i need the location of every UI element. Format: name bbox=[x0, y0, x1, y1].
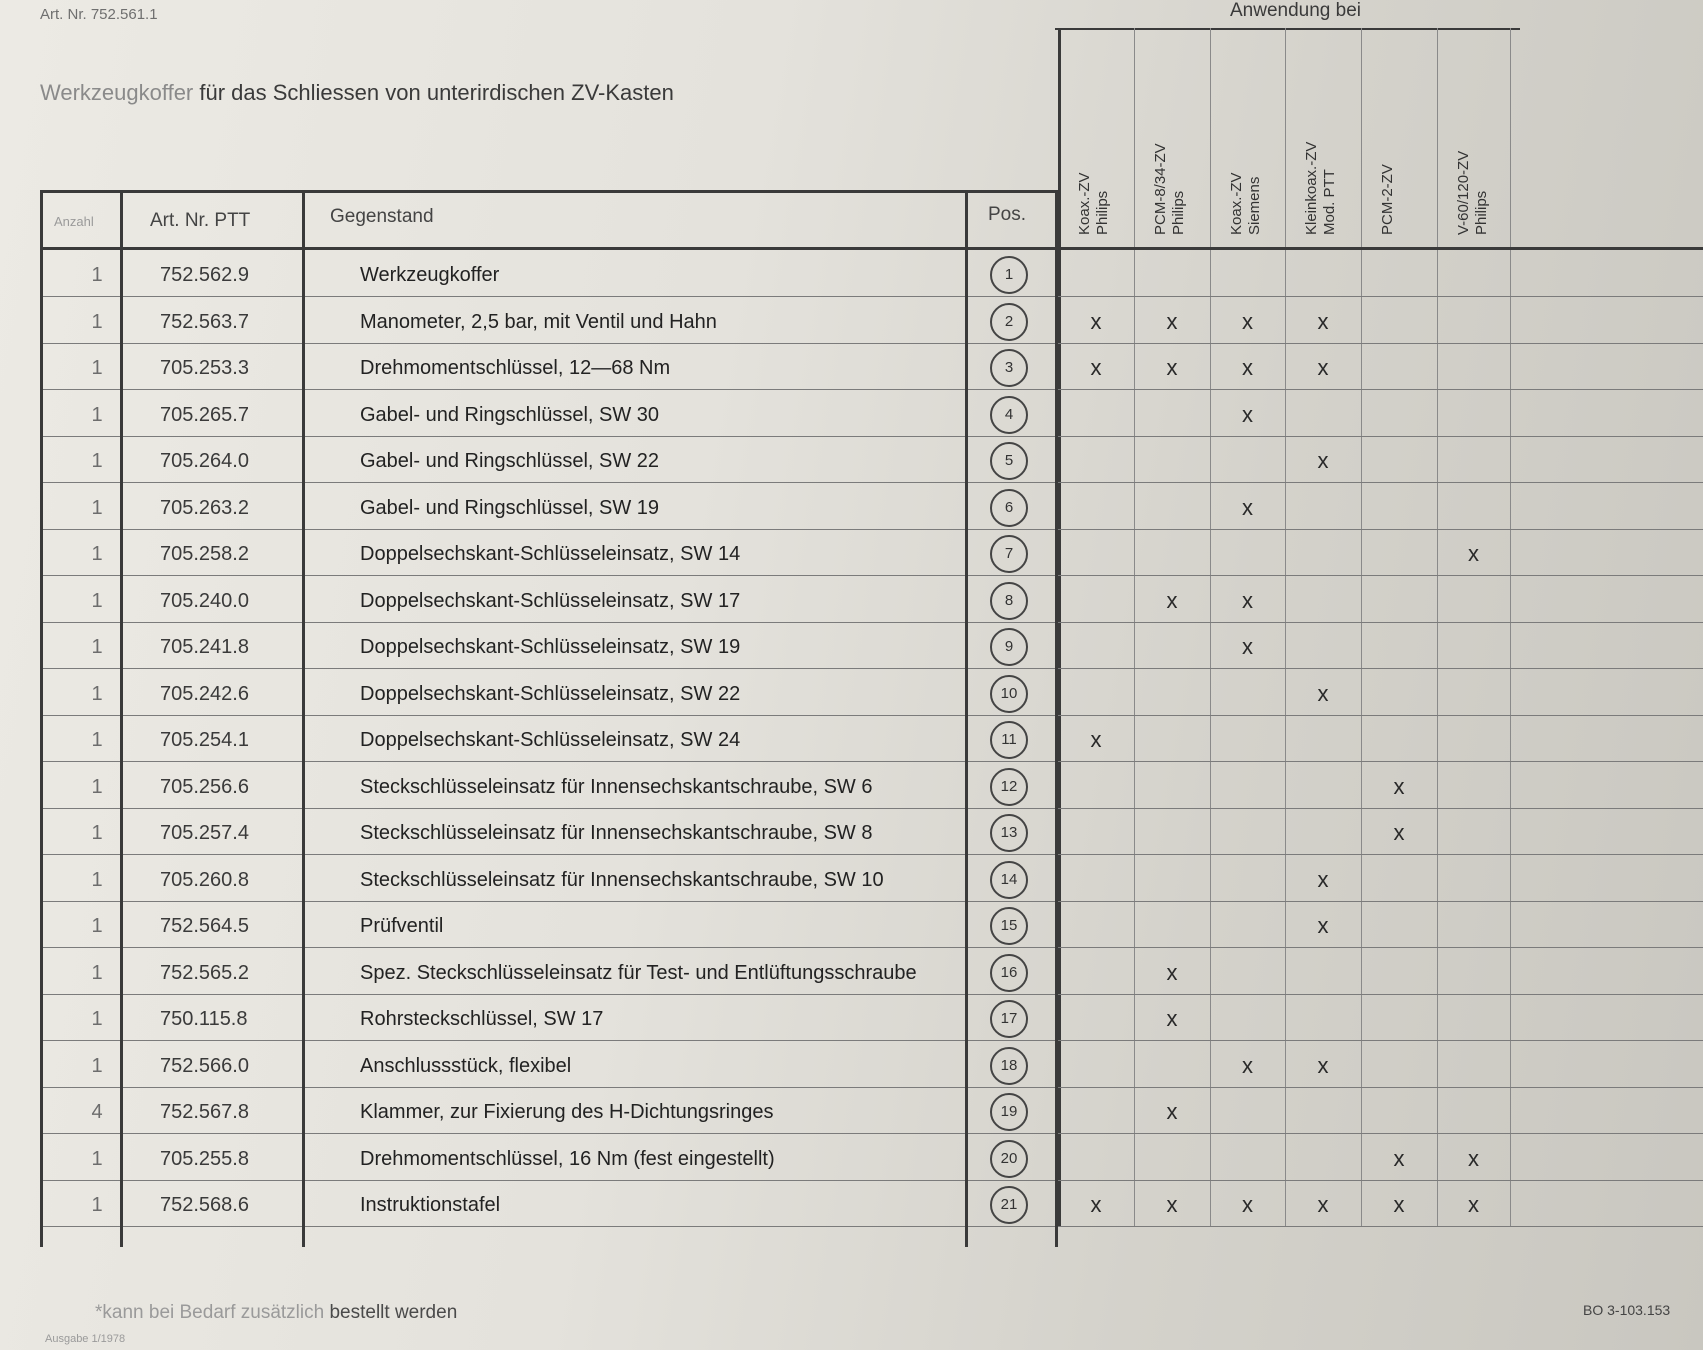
row-article-number: 705.256.6 bbox=[160, 775, 249, 798]
edition-note: Ausgabe 1/1978 bbox=[45, 1333, 126, 1345]
application-column-label bbox=[1379, 35, 1419, 235]
row-article-number: 705.254.1 bbox=[160, 729, 249, 751]
application-mark: x bbox=[1090, 355, 1102, 380]
row-article-number: 752.564.5 bbox=[160, 915, 249, 937]
row-quantity: 1 bbox=[91, 868, 103, 891]
application-mark: x bbox=[1242, 401, 1253, 427]
application-mark: x bbox=[1393, 1145, 1405, 1171]
row-position-number: 17 bbox=[990, 1000, 1028, 1038]
application-mark: x bbox=[1242, 587, 1253, 613]
application-mark: x bbox=[1166, 355, 1178, 380]
table-row bbox=[40, 576, 1703, 624]
application-mark: x bbox=[1393, 773, 1405, 799]
row-description: Werkzeugkoffer bbox=[360, 264, 500, 286]
table-row bbox=[40, 1134, 1703, 1182]
application-column-label-line2: Siemens bbox=[1246, 176, 1263, 235]
row-article-number: 750.115.8 bbox=[160, 1008, 248, 1030]
row-quantity: 1 bbox=[91, 729, 103, 751]
table-row bbox=[40, 762, 1703, 810]
application-mark: x bbox=[1468, 1192, 1479, 1217]
application-column-label-line2: Philips bbox=[1170, 190, 1187, 235]
row-article-number: 752.566.0 bbox=[160, 1054, 249, 1077]
application-mark: x bbox=[1166, 1099, 1178, 1124]
row-quantity: 1 bbox=[91, 1194, 103, 1216]
row-position-number: 8 bbox=[990, 582, 1028, 620]
row-quantity: 1 bbox=[91, 961, 103, 984]
row-description: Steckschlüsseleinsatz für Innensechskantschraube, SW 6 bbox=[360, 775, 873, 798]
row-position-number: 19 bbox=[990, 1093, 1028, 1131]
application-mark: x bbox=[1393, 820, 1405, 845]
row-quantity: 1 bbox=[91, 1147, 103, 1170]
row-position-number: 11 bbox=[990, 721, 1028, 759]
table-row bbox=[40, 855, 1703, 903]
row-position-number: 3 bbox=[990, 349, 1028, 387]
row-article-number: 705.242.6 bbox=[160, 682, 249, 705]
row-description: Doppelsechskant-Schlüsseleinsatz, SW 19 bbox=[360, 636, 741, 658]
application-column-label bbox=[1228, 35, 1268, 235]
row-position-number: 13 bbox=[990, 814, 1028, 852]
application-mark: x bbox=[1166, 587, 1178, 613]
row-quantity: 1 bbox=[91, 775, 103, 798]
column-header-pos: Pos. bbox=[988, 204, 1027, 225]
row-description: Doppelsechskant-Schlüsseleinsatz, SW 14 bbox=[360, 543, 741, 565]
table-column-rule bbox=[1055, 190, 1058, 1247]
application-column-label bbox=[1303, 35, 1343, 235]
application-mark: x bbox=[1166, 1192, 1178, 1217]
row-description: Doppelsechskant-Schlüsseleinsatz, SW 22 bbox=[360, 682, 741, 705]
table-column-rule bbox=[965, 190, 968, 1247]
table-header-rule bbox=[40, 247, 1703, 250]
row-position-number: 15 bbox=[990, 907, 1028, 945]
application-mark: x bbox=[1166, 308, 1178, 334]
row-article-number: 752.563.7 bbox=[160, 310, 249, 333]
table-column-rule bbox=[120, 190, 123, 1247]
column-header-desc: Gegenstand bbox=[330, 206, 434, 227]
application-mark: x bbox=[1317, 355, 1329, 380]
application-column-label bbox=[1455, 35, 1495, 235]
application-mark: x bbox=[1317, 680, 1329, 706]
footnote-faded: *kann bei Bedarf zusätzlich bbox=[95, 1302, 325, 1323]
row-position-number: 1 bbox=[990, 256, 1028, 294]
row-article-number: 752.562.9 bbox=[160, 264, 249, 286]
row-position-number: 4 bbox=[990, 396, 1028, 434]
application-mark: x bbox=[1090, 308, 1102, 334]
row-description: Rohrsteckschlüssel, SW 17 bbox=[360, 1008, 604, 1030]
application-mark: x bbox=[1090, 727, 1102, 752]
row-position-number: 9 bbox=[990, 628, 1028, 666]
row-quantity: 1 bbox=[91, 450, 103, 472]
row-quantity: 1 bbox=[91, 682, 103, 705]
row-description: Steckschlüsseleinsatz für Innensechskantschraube, SW 10 bbox=[360, 868, 884, 891]
row-description: Instruktionstafel bbox=[360, 1194, 501, 1216]
table-top-rule bbox=[40, 190, 1055, 193]
row-quantity: 1 bbox=[91, 636, 103, 658]
column-header-qty: Anzahl bbox=[54, 214, 94, 229]
table-row bbox=[40, 622, 1703, 670]
application-mark: x bbox=[1166, 1006, 1178, 1031]
application-mark: x bbox=[1317, 866, 1329, 892]
application-mark: x bbox=[1317, 448, 1329, 473]
application-column-label-line2: Philips bbox=[1473, 190, 1490, 235]
table-row bbox=[40, 529, 1703, 577]
application-mark: x bbox=[1317, 1192, 1329, 1217]
row-article-number: 705.265.7 bbox=[160, 403, 249, 426]
row-article-number: 705.257.4 bbox=[160, 822, 249, 844]
row-quantity: 1 bbox=[91, 822, 103, 844]
table-row bbox=[40, 1180, 1703, 1228]
row-quantity: 1 bbox=[91, 1054, 103, 1077]
row-article-number: 705.240.0 bbox=[160, 589, 249, 612]
row-quantity: 4 bbox=[91, 1101, 103, 1123]
row-article-number: 752.568.6 bbox=[160, 1194, 249, 1216]
row-article-number: 705.253.3 bbox=[160, 357, 249, 379]
row-position-number: 16 bbox=[990, 954, 1028, 992]
application-mark: x bbox=[1317, 308, 1329, 334]
table-row bbox=[40, 390, 1703, 438]
row-description: Klammer, zur Fixierung des H-Dichtungsringes bbox=[360, 1101, 774, 1123]
table-column-rule bbox=[40, 190, 43, 1247]
table-row bbox=[40, 994, 1703, 1042]
title-prefix: Werkzeugkoffer bbox=[40, 80, 194, 105]
row-article-number: 705.255.8 bbox=[160, 1147, 249, 1170]
application-mark: x bbox=[1242, 355, 1253, 380]
application-mark: x bbox=[1317, 1052, 1329, 1078]
column-header-art: Art. Nr. PTT bbox=[150, 210, 251, 231]
row-description: Gabel- und Ringschlüssel, SW 19 bbox=[360, 496, 660, 519]
row-position-number: 18 bbox=[990, 1047, 1028, 1085]
table-row bbox=[40, 669, 1703, 717]
row-position-number: 2 bbox=[990, 303, 1028, 341]
article-number: Art. Nr. 752.561.1 bbox=[40, 6, 158, 23]
row-description: Spez. Steckschlüsseleinsatz für Test- und Entlüftungsschraube bbox=[360, 961, 917, 984]
row-article-number: 752.567.8 bbox=[160, 1101, 249, 1123]
row-description: Drehmomentschlüssel, 12—68 Nm bbox=[360, 357, 671, 379]
table-row bbox=[40, 1041, 1703, 1089]
table-row bbox=[40, 715, 1703, 763]
row-article-number: 705.258.2 bbox=[160, 543, 249, 565]
row-position-number: 7 bbox=[990, 535, 1028, 573]
footnote bbox=[95, 1302, 457, 1324]
row-description: Doppelsechskant-Schlüsseleinsatz, SW 24 bbox=[360, 729, 741, 751]
row-quantity: 1 bbox=[91, 357, 103, 379]
row-article-number: 705.241.8 bbox=[160, 636, 249, 658]
title-rest: für das Schliessen von unterirdischen ZV-Kasten bbox=[193, 80, 674, 105]
row-position-number: 6 bbox=[990, 489, 1028, 527]
application-title: Anwendung bei bbox=[1230, 0, 1361, 21]
row-quantity: 1 bbox=[91, 310, 103, 333]
table-row bbox=[40, 483, 1703, 531]
row-quantity: 1 bbox=[91, 1008, 103, 1030]
row-position-number: 12 bbox=[990, 768, 1028, 806]
application-mark: x bbox=[1166, 959, 1178, 985]
footnote-text: bestellt werden bbox=[324, 1302, 458, 1323]
row-quantity: 1 bbox=[91, 264, 103, 286]
table-row bbox=[40, 1087, 1703, 1135]
row-description: Prüfventil bbox=[360, 915, 444, 937]
row-position-number: 21 bbox=[990, 1186, 1028, 1224]
row-position-number: 14 bbox=[990, 861, 1028, 899]
application-mark: x bbox=[1393, 1192, 1405, 1217]
row-position-number: 10 bbox=[990, 675, 1028, 713]
application-column-label-line1: V-60/120-ZV bbox=[1455, 150, 1472, 235]
table-row bbox=[40, 297, 1703, 345]
row-quantity: 1 bbox=[91, 403, 103, 426]
row-divider bbox=[40, 1226, 1703, 1227]
table-row bbox=[40, 343, 1703, 391]
application-mark: x bbox=[1242, 634, 1253, 659]
row-quantity: 1 bbox=[91, 915, 103, 937]
document-code: BO 3-103.153 bbox=[1583, 1302, 1671, 1318]
application-mark: x bbox=[1468, 1145, 1479, 1171]
row-quantity: 1 bbox=[91, 496, 103, 519]
row-description: Anschlussstück, flexibel bbox=[360, 1054, 572, 1077]
application-header-rule bbox=[1055, 28, 1520, 30]
table-row bbox=[40, 436, 1703, 484]
application-column-label-line2: Philips bbox=[1094, 190, 1111, 235]
row-description: Gabel- und Ringschlüssel, SW 22 bbox=[360, 450, 660, 472]
application-mark: x bbox=[1468, 541, 1479, 566]
table-row bbox=[40, 808, 1703, 856]
application-column-label-line1: Koax.-ZV bbox=[1228, 172, 1245, 235]
application-column-label-line1: Koax.-ZV bbox=[1076, 172, 1093, 235]
row-description: Manometer, 2,5 bar, mit Ventil und Hahn bbox=[360, 310, 717, 333]
row-article-number: 705.264.0 bbox=[160, 450, 249, 472]
row-description: Gabel- und Ringschlüssel, SW 30 bbox=[360, 403, 660, 426]
application-column-label bbox=[1152, 35, 1192, 235]
row-quantity: 1 bbox=[91, 589, 103, 612]
application-mark: x bbox=[1090, 1192, 1102, 1217]
row-position-number: 5 bbox=[990, 442, 1028, 480]
application-mark: x bbox=[1242, 1052, 1253, 1078]
row-position-number: 20 bbox=[990, 1140, 1028, 1178]
table-row bbox=[40, 948, 1703, 996]
application-mark: x bbox=[1317, 913, 1329, 938]
application-mark: x bbox=[1242, 308, 1253, 334]
row-description: Drehmomentschlüssel, 16 Nm (fest eingestellt) bbox=[360, 1147, 775, 1170]
application-column-label-line1: Kleinkoax.-ZV bbox=[1303, 141, 1320, 235]
application-column-label bbox=[1076, 35, 1116, 235]
table-row bbox=[40, 901, 1703, 949]
row-description: Doppelsechskant-Schlüsseleinsatz, SW 17 bbox=[360, 589, 741, 612]
row-article-number: 705.263.2 bbox=[160, 496, 249, 519]
document-title bbox=[40, 80, 674, 106]
application-column-label-line1: PCM-8/34-ZV bbox=[1152, 143, 1169, 235]
row-article-number: 705.260.8 bbox=[160, 868, 249, 891]
row-description: Steckschlüsseleinsatz für Innensechskantschraube, SW 8 bbox=[360, 822, 873, 844]
application-mark: x bbox=[1242, 494, 1253, 520]
table-column-rule bbox=[302, 190, 305, 1247]
application-column-label-line2: Mod. PTT bbox=[1321, 169, 1338, 235]
row-quantity: 1 bbox=[91, 543, 103, 565]
application-column-label-line1: PCM-2-ZV bbox=[1379, 164, 1396, 235]
row-article-number: 752.565.2 bbox=[160, 961, 249, 984]
table-row bbox=[40, 250, 1703, 298]
application-mark: x bbox=[1242, 1192, 1253, 1217]
